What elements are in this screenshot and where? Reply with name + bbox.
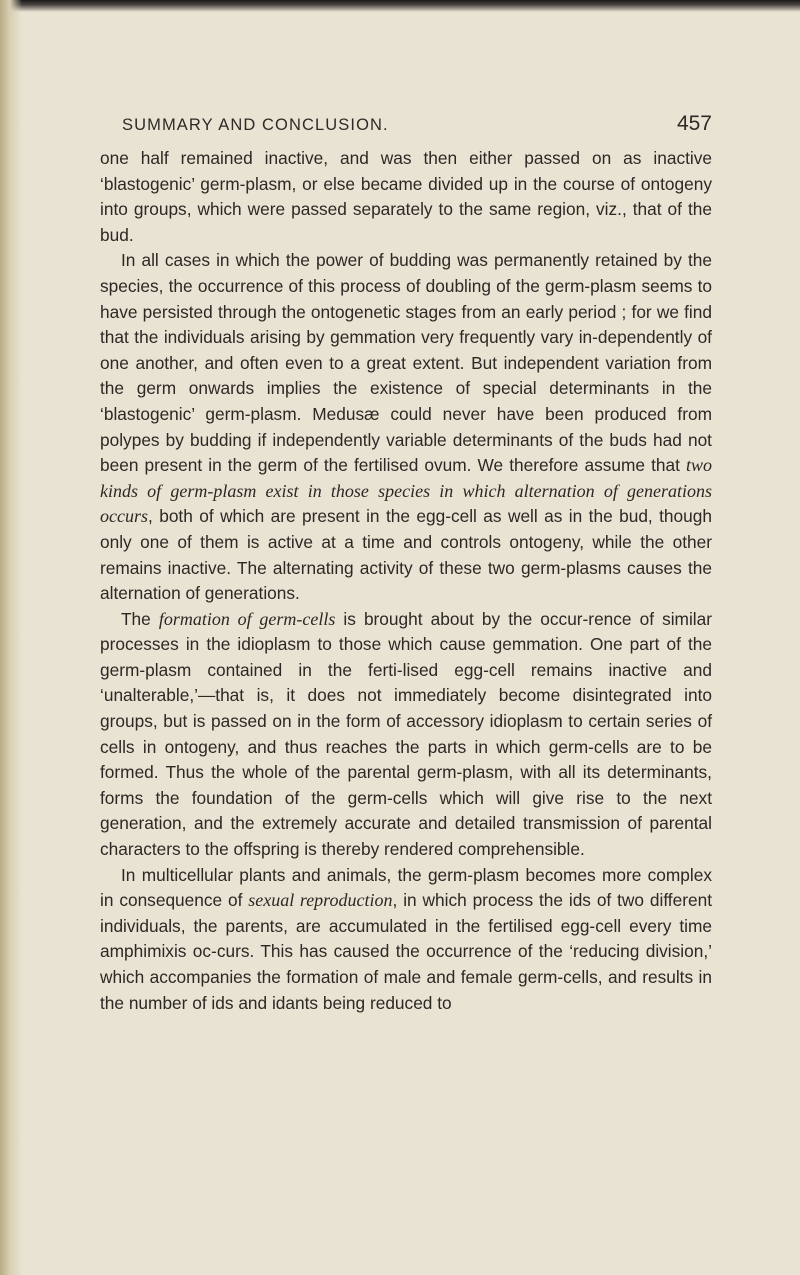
page-number: 457 [676, 112, 712, 135]
book-page [100, 112, 712, 1016]
body-text [100, 146, 712, 1016]
text-run: , both of which are present in the egg-cell as well as in the bud, though only one of them is active at a time and controls ontogeny, while the other remains inactive. The alternating activity of these two germ-plasms causes the alternation of generations. [100, 506, 712, 604]
paragraph [100, 248, 712, 606]
italic-text-run: sexual reproduction [248, 890, 393, 911]
paragraph [100, 146, 712, 248]
text-run: is brought about by the occur-rence of similar processes in the idioplasm to those which cause gemmation. One part of the germ-plasm contained in the ferti-lised egg-cell remains inactive and ‘unalterable,’—that is, it does not immediately become disintegrated into groups, but is passed on in the form of accessory idioplasm to certain series of cells in ontogeny, and thus reaches the parts in which germ-cells are to be formed. Thus the whole of the parental germ-plasm, with all its determinants, forms the foundation of the germ-cells which will give rise to the next generation, and the extremely accurate and detailed transmission of parental characters to the offspring is thereby rendered comprehensible. [100, 608, 712, 860]
text-run: The [121, 608, 159, 629]
paragraph [100, 607, 712, 863]
italic-text-run: two kinds of germ-plasm exist in those species in which alternation of generations occurs [100, 455, 712, 527]
page-header [100, 112, 712, 146]
text-run: one half remained inactive, and was then either passed on as inactive ‘blastogenic’ germ-plasm, or else became divided up in the course of ontogeny into groups, which were passed separately to the same region, viz., that of the bud. [100, 148, 712, 245]
text-run: , in which process the ids of two different individuals, the parents, are accumulated in the fertilised egg-cell every time amphimixis oc-curs. This has caused the occurrence of the ‘reducing division,’ which accompanies the formation of male and female germ-cells, and results in the number of ids and idants being reduced to [100, 890, 713, 1013]
scan-top-shadow [0, 0, 800, 12]
text-run: In all cases in which the power of budding was permanently retained by the species, the occurrence of this process of doubling of the germ-plasm seems to have persisted through the ontogenetic stages from an early period ; for we find that the individuals arising by gemmation very frequently vary in-dependently of one another, and often even to a great extent. But independent variation from the germ onwards implies the existence of special determinants in the ‘blastogenic’ germ-plasm. Medusæ could never have been produced from polypes by budding if independently variable determinants of the buds had not been present in the germ of the fertilised ovum. We therefore assume that [100, 250, 712, 476]
scan-left-edge [0, 0, 22, 1275]
paragraph [100, 863, 712, 1017]
italic-text-run: formation of germ-cells [158, 608, 336, 629]
text-run: In multicellular plants and animals, the germ-plasm becomes more complex in consequence of [100, 864, 712, 911]
running-title: SUMMARY AND CONCLUSION. [122, 116, 389, 134]
